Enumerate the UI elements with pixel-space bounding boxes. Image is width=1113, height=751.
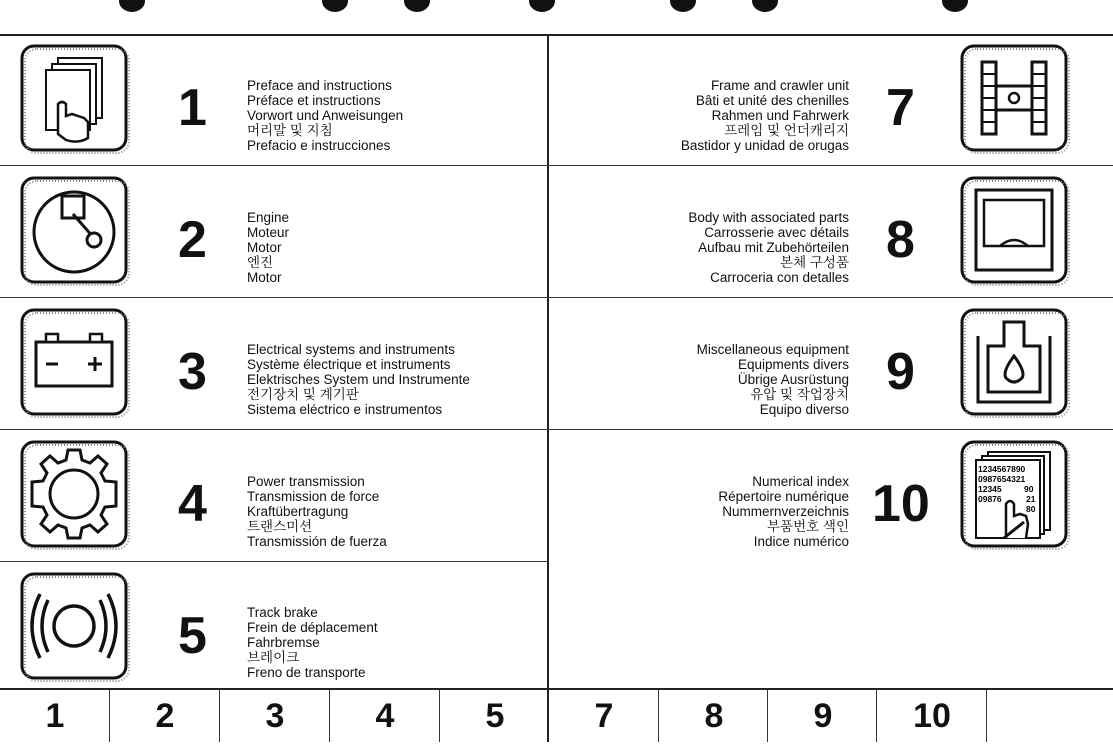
label-en: Track brake bbox=[247, 605, 318, 620]
section-labels bbox=[247, 210, 289, 285]
row-divider bbox=[0, 165, 1113, 166]
binder-hole bbox=[404, 0, 430, 12]
section-tabs bbox=[0, 690, 1113, 742]
label-de: Vorwort und Anweisungen bbox=[247, 108, 404, 123]
label-de: Elektrisches System und Instrumente bbox=[247, 372, 470, 387]
label-fr: Moteur bbox=[247, 225, 290, 240]
label-es: Freno de transporte bbox=[247, 665, 366, 680]
label-de: Nummernverzeichnis bbox=[722, 504, 849, 519]
label-es: Bastidor y unidad de orugas bbox=[680, 138, 849, 153]
tab-10[interactable]: 10 bbox=[913, 696, 951, 735]
tab-5[interactable]: 5 bbox=[485, 696, 505, 735]
label-de: Rahmen und Fahrwerk bbox=[711, 108, 849, 123]
label-de: Motor bbox=[247, 240, 282, 255]
label-fr: Système électrique et instruments bbox=[247, 357, 451, 372]
label-de: Kraftübertragung bbox=[247, 504, 349, 519]
index-text: 21 bbox=[1026, 494, 1036, 504]
index-text: 90 bbox=[1024, 484, 1034, 494]
hydraulic-drop-icon bbox=[958, 306, 1070, 418]
label-ko: 부품번호 색인 bbox=[767, 519, 849, 534]
index-text: 0987654321 bbox=[978, 474, 1026, 484]
label-es: Motor bbox=[247, 270, 282, 285]
tab-divider bbox=[986, 690, 987, 742]
label-en: Preface and instructions bbox=[247, 78, 392, 93]
section-labels bbox=[718, 474, 849, 549]
label-ko: 엔진 bbox=[247, 255, 274, 270]
section-labels bbox=[247, 342, 470, 417]
label-es: Transmissión de fuerza bbox=[247, 534, 387, 549]
section-number: 7 bbox=[886, 79, 915, 137]
section-labels bbox=[681, 78, 849, 153]
hand-pages-icon bbox=[18, 42, 130, 154]
section-labels bbox=[247, 474, 387, 549]
label-fr: Equipments divers bbox=[737, 357, 849, 372]
binder-hole bbox=[752, 0, 778, 12]
label-ko: 유압 및 작업장치 bbox=[750, 387, 849, 402]
row-divider bbox=[0, 297, 1113, 298]
section-number: 10 bbox=[872, 475, 930, 533]
tab-1[interactable]: 1 bbox=[45, 696, 65, 735]
label-en: Frame and crawler unit bbox=[710, 78, 849, 93]
tab-2[interactable]: 2 bbox=[155, 696, 175, 735]
brake-icon bbox=[18, 570, 130, 682]
label-de: Übrige Ausrüstung bbox=[737, 372, 849, 387]
label-es: Carroceria con detalles bbox=[710, 270, 849, 285]
numerical-index-icon bbox=[958, 438, 1070, 550]
section-number: 1 bbox=[178, 79, 207, 137]
tab-8[interactable]: 8 bbox=[704, 696, 724, 735]
binder-hole bbox=[942, 0, 968, 12]
gear-icon bbox=[18, 438, 130, 550]
index-text: 12345 bbox=[978, 484, 1002, 494]
label-es: Sistema eléctrico e instrumentos bbox=[247, 402, 443, 417]
label-en: Numerical index bbox=[752, 474, 849, 489]
label-fr: Carrosserie avec détails bbox=[704, 225, 849, 240]
section-number: 4 bbox=[178, 475, 207, 533]
cab-body-icon bbox=[958, 174, 1070, 286]
label-en: Power transmission bbox=[247, 474, 365, 489]
label-de: Fahrbremse bbox=[247, 635, 320, 650]
column-divider bbox=[547, 34, 549, 742]
label-es: Prefacio e instrucciones bbox=[247, 138, 391, 153]
index-text: 09876 bbox=[978, 494, 1002, 504]
label-en: Electrical systems and instruments bbox=[247, 342, 455, 357]
index-text: 1234567890 bbox=[978, 464, 1026, 474]
tab-4[interactable]: 4 bbox=[375, 696, 395, 735]
index-text: 80 bbox=[1026, 504, 1036, 514]
label-ko: 본체 구성품 bbox=[780, 255, 849, 270]
tab-7[interactable]: 7 bbox=[594, 696, 614, 735]
binder-hole bbox=[670, 0, 696, 12]
section-labels bbox=[247, 605, 378, 680]
label-de: Aufbau mit Zubehörteilen bbox=[698, 240, 849, 255]
tab-3[interactable]: 3 bbox=[265, 696, 285, 735]
label-fr: Répertoire numérique bbox=[718, 489, 849, 504]
section-number: 3 bbox=[178, 343, 207, 401]
section-number: 5 bbox=[178, 607, 207, 665]
label-es: Indice numérico bbox=[753, 534, 849, 549]
battery-icon bbox=[18, 306, 130, 418]
label-fr: Transmission de force bbox=[247, 489, 380, 504]
section-number: 8 bbox=[886, 211, 915, 269]
label-ko: 브레이크 bbox=[247, 650, 300, 665]
label-fr: Bâti et unité des chenilles bbox=[695, 93, 849, 108]
section-labels bbox=[697, 342, 849, 417]
section-number: 9 bbox=[886, 343, 915, 401]
section-table bbox=[0, 34, 1113, 690]
label-es: Equipo diverso bbox=[759, 402, 849, 417]
label-fr: Frein de déplacement bbox=[247, 620, 378, 635]
row-divider bbox=[0, 561, 547, 562]
binder-hole bbox=[322, 0, 348, 12]
label-en: Body with associated parts bbox=[688, 210, 849, 225]
section-labels bbox=[247, 78, 403, 153]
label-en: Engine bbox=[247, 210, 290, 225]
section-labels bbox=[688, 210, 849, 285]
label-fr: Préface et instructions bbox=[247, 93, 381, 108]
crawler-frame-icon bbox=[958, 42, 1070, 154]
label-ko: 머리말 및 지침 bbox=[247, 123, 333, 138]
section-number: 2 bbox=[178, 211, 207, 269]
engine-piston-icon bbox=[18, 174, 130, 286]
label-ko: 전기장치 및 계기판 bbox=[247, 387, 359, 402]
binder-hole bbox=[119, 0, 145, 12]
label-en: Miscellaneous equipment bbox=[696, 342, 849, 357]
binder-hole bbox=[529, 0, 555, 12]
label-ko: 트랜스미션 bbox=[247, 519, 313, 534]
row-divider bbox=[0, 429, 1113, 430]
label-ko: 프레임 및 언더캐리지 bbox=[724, 123, 849, 138]
tab-9[interactable]: 9 bbox=[813, 696, 833, 735]
